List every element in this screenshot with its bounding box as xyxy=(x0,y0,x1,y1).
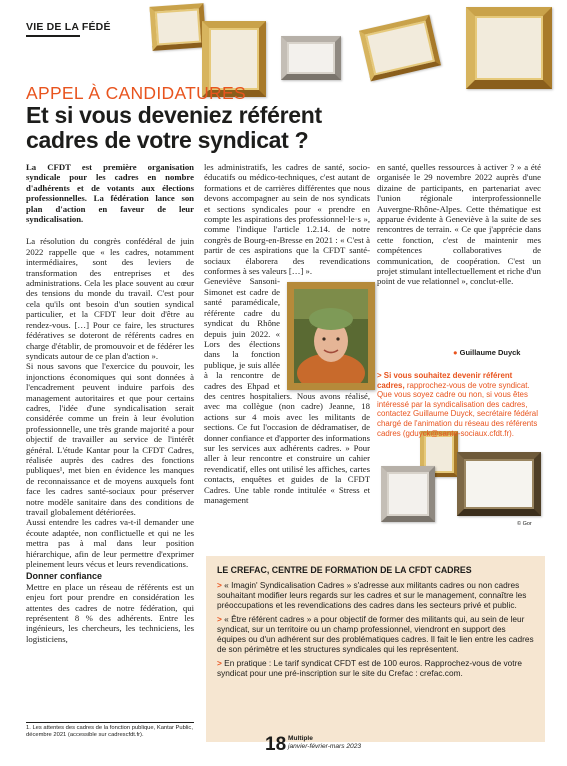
frame-decoration xyxy=(457,452,541,516)
subhead: Donner confiance xyxy=(26,571,103,582)
contact-body: rapprochez-vous de votre syndicat. Que vous soyez cadre ou non, si vous êtes intéressé par la syndicalisation des cadres, contactez Guillaume Duyck, secrétaire fédéral chargé de l'animation du réseau des référents cadres (gduyck@sante-sociaux.cfdt.fr). xyxy=(377,380,538,438)
body-paragraph: Mettre en place un réseau de référents est un enjeu fort pour prendre en considération les attentes des cadres de notre fédération, qui représentent 8 % des adhérents. Entre les ingénieurs, les chercheurs, les techniciens, les logisticiens, xyxy=(26,581,194,644)
contact-lead: > Si vous souhaitez devenir référent cadres, xyxy=(377,371,513,390)
contact-callout xyxy=(377,371,541,438)
box-item xyxy=(217,614,536,654)
frame-decoration xyxy=(150,3,207,51)
section-label: VIE DE LA FÉDÉ xyxy=(26,21,111,33)
body-paragraph: les administratifs, les cadres de santé, socio-éducatifs ou médico-techniques, c'est autant de formations et de carrières différentes que nous devons accompagner au sein de nos syndicats et sections syndicales pour « prendre en compte les aspirations des professionnel·le·s », comme l'indique l'article 1.2.14. de notre congrès de Bourg-en-Bresse en 2021 : « C'est à partir de ces aspirations que la CFDT santé-sociaux élaborera des revendications conformes à ses valeurs […] ». xyxy=(204,162,370,277)
kicker: APPEL À CANDIDATURES xyxy=(26,83,246,103)
page-number: 18 xyxy=(265,734,287,755)
portrait-illustration xyxy=(294,289,368,383)
box-item-text: En pratique : Le tarif syndicat CFDT est de 100 euros. Rapprochez-vous de votre syndicat pour une pré-inscription sur le site du Crefac : crefac.com. xyxy=(217,658,522,678)
crefac-box xyxy=(206,556,545,742)
section-rule xyxy=(26,35,80,37)
frame-decoration xyxy=(381,466,435,522)
arrow-bullet: > xyxy=(217,658,222,668)
frame-decoration xyxy=(466,7,552,89)
bullet-dot: ● xyxy=(453,348,458,357)
magazine-folio xyxy=(288,735,361,751)
box-item xyxy=(217,580,536,610)
headline: Et si vous deveniez référent cadres de votre syndicat ? xyxy=(26,102,322,153)
magazine-name: Multiple xyxy=(288,735,313,742)
issue-date: janvier-février-mars 2023 xyxy=(288,743,362,750)
portrait-photo xyxy=(287,282,375,390)
author-signature xyxy=(453,348,520,357)
box-item xyxy=(217,658,536,678)
arrow-bullet: > xyxy=(217,614,222,624)
body-paragraph: Geneviève Sansoni-Simonet est cadre de santé paramédicale, référente cadre du syndicat du Rhône depuis juin 2022. « Lors des élections dans la fonction publique, je suis allée à la rencontre de cadres des Ehpad et des centres hospitaliers. Nous avons réalisé, avec ma collègue (non cadre) Jeanne, 18 actions sur 4 mois avec les militants de sections. Ce fut l'occasion de dédramatiser, de donner confiance et d'apporter des informations sur les services aux adhérents cadres. » Pour aller à leur rencontre et construire un cahier revendicatif, elles ont utilisé les affiches, cartes contacts, enquêtes et guides de la CFDT Cadres. Une table ronde intitulée « Stress et management xyxy=(204,276,370,505)
column-3 xyxy=(377,162,541,287)
arrow-bullet: > xyxy=(217,580,222,590)
author-name: Guillaume Duyck xyxy=(459,348,521,357)
body-paragraph: Si nous savons que l'exercice du pouvoir, les injonctions économiques qui sont données à l'encadrement peuvent induire parfois des management autoritaires et que pour certains cadres, l'idée d'une syndicalisation serait considérée comme un frein à leur évolution professionnelle, une très grande majorité a pour objectif de travailler au service de l'intérêt général. L'étude Kantar pour la CFDT Cadres, réalisée auprès des cadres des fonctions publiques¹, met bien en évidence les manques de reconnaissance et de moyens auxquels font face les cadres santé-sociaux pour préserver notre modèle sanitaire dans des conditions de travail globalement détériorées. xyxy=(26,361,194,517)
box-item-text: « Être référent cadres » a pour objectif de former des militants qui, au sein de leur syndicat, sur un territoire ou un champ professionnel, viendront en support des équipes ou d'un adhérent sur des problématiques cadres. Il fait le lien entre les cadres de son périmètre et les structures syndicales qui les représentent. xyxy=(217,614,534,654)
box-title: LE CREFAC, CENTRE DE FORMATION DE LA CFDT CADRES xyxy=(217,565,472,575)
photo-credit: © Gor xyxy=(517,521,532,527)
frame-decoration xyxy=(281,36,341,80)
body-paragraph: en santé, quelles ressources à activer ? » a été organisée le 29 novembre 2022 auprès d'une dizaine de participants, en partenariat avec l'union régionale interprofessionnelle Auvergne-Rhône-Alpes. Cette thématique est apparue évidente à Geneviève à la suite de ses rencontres de terrain. « Ce que j'apprécie dans cette fonction, c'est de maintenir mes compétences collaboratives de communication, de coopération. C'est un projet stimulant intellectuellement et riche d'un point de vue relationnel », conclut-elle. xyxy=(377,162,541,287)
lead-paragraph: La CFDT est première organisation syndicale pour les cadres en nombre d'adhérents et de votants aux élections professionnelles. La fédération lance son plan d'action en faveur de leur syndicalisation. xyxy=(26,162,194,225)
column-1 xyxy=(26,162,194,644)
footnote: 1. Les attentes des cadres de la fonction publique, Kantar Public, décembre 2021 (accessible sur cadrescfdt.fr). xyxy=(26,722,194,739)
box-item-text: « Imagin' Syndicalisation Cadres » s'adresse aux militants cadres ou non cadres souhaitant modifier leurs regards sur les cadres et sur le management, connaître les préoccupations et les revendications des cadres dans les secteurs privé et public. xyxy=(217,580,527,610)
frame-decoration xyxy=(359,15,441,82)
body-paragraph: La résolution du congrès confédéral de juin 2022 rappelle que « les cadres, notamment intermédiaires, sont des leviers de transformation des entreprises et des administrations. Cela les place souvent au cœur des tensions du monde du travail. C'est pour cela qu'ils ont besoin d'un soutien syndical particulier, et la CFDT leur doit d'être au rendez-vous. […] Pour ce faire, les structures fédératives se doteront de référents cadres en charge d'établir, de promouvoir et de fédérer les syndicats autour de ce plan d'action ». xyxy=(26,236,194,361)
body-paragraph: Aussi entendre les cadres va-t-il demander une écoute adaptée, non conflictuelle et qui ne les mettra pas à mal dans leur position hiérarchique, afin de leur permettre d'exprimer pleinement leurs vécus et leurs revendications. xyxy=(26,517,194,570)
